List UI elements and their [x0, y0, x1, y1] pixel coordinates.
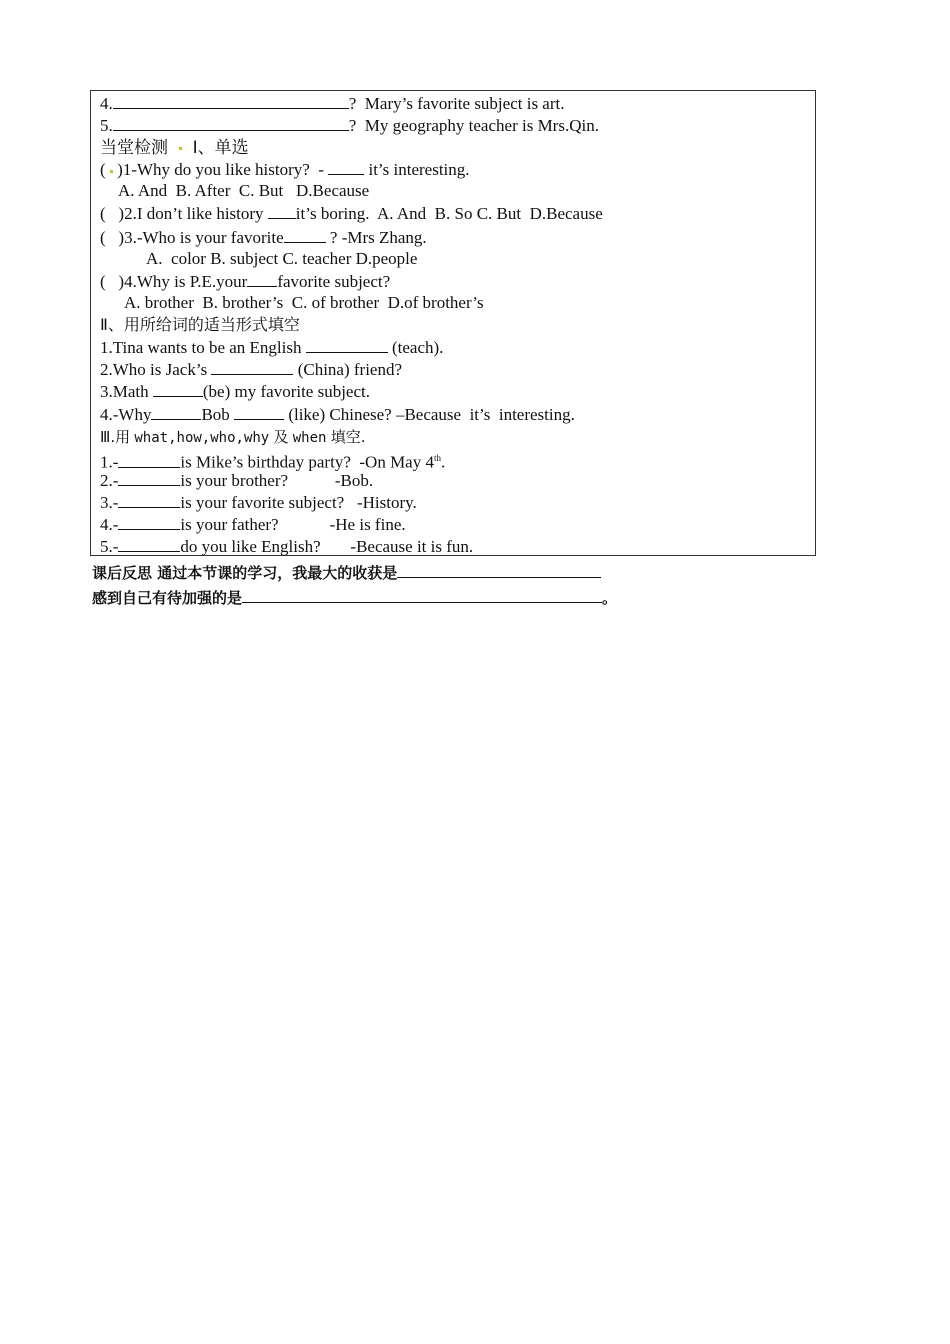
reflection-blank[interactable] [397, 562, 601, 578]
reflection-blank[interactable] [242, 587, 602, 603]
fill-question-4: 4.-Why Bob (like) Chinese? –Because it’s interesting. [100, 405, 575, 424]
fill-question-3: 3.Math (be) my favorite subject. [100, 382, 370, 401]
wh-question-3: 3.- is your favorite subject? -History. [100, 493, 417, 512]
answer-blank[interactable] [247, 271, 277, 287]
fill-question-2: 2.Who is Jack’s (China) friend? [100, 360, 403, 379]
mc-question-1: ( )1-Why do you like history? - it’s interesting. [100, 160, 470, 179]
answer-blank[interactable] [306, 337, 388, 353]
answer-blank[interactable] [153, 381, 203, 397]
section-heading-1: 当堂检测 Ⅰ、单选 [100, 138, 249, 158]
mc-options-1: A. And B. After C. But D.Because [118, 181, 370, 200]
wh-question-1: 1.- is Mike’s birthday party? -On May 4th. [100, 452, 446, 472]
answer-blank[interactable] [328, 159, 364, 175]
mc-options-3: A. color B. subject C. teacher D.people [146, 249, 418, 268]
reflection-line-1: 课后反思 通过本节课的学习，我最大的收获是 [92, 562, 601, 583]
question-row-4: 4. ? Mary’s favorite subject is art. [100, 94, 565, 113]
answer-blank[interactable] [211, 359, 293, 375]
answer-blank[interactable] [113, 115, 349, 131]
answer-blank[interactable] [118, 470, 180, 486]
answer-blank[interactable] [113, 93, 349, 109]
answer-blank[interactable] [284, 227, 326, 243]
marker-dot [110, 170, 113, 173]
section-heading-3: Ⅲ.用 what,how,who,why 及 when 填空. [100, 428, 366, 446]
answer-blank[interactable] [118, 514, 180, 530]
answer-blank[interactable] [268, 203, 296, 219]
wh-question-4: 4.- is your father? -He is fine. [100, 515, 406, 534]
mc-question-4: ( )4.Why is P.E.your favorite subject? [100, 272, 391, 291]
wh-question-5: 5.- do you like English? -Because it is fun. [100, 537, 474, 556]
fill-question-1: 1.Tina wants to be an English (teach). [100, 338, 444, 357]
answer-blank[interactable] [234, 404, 284, 420]
mc-options-4: A. brother B. brother’s C. of brother D.of brother’s [124, 293, 484, 312]
answer-blank[interactable] [151, 404, 201, 420]
mc-question-3: ( )3.-Who is your favorite ? -Mrs Zhang. [100, 228, 427, 247]
reflection-line-2: 感到自己有待加强的是 。 [92, 589, 618, 607]
marker-dot [179, 147, 182, 150]
wh-question-2: 2.- is your brother? -Bob. [100, 471, 374, 490]
mc-question-2: ( )2.I don’t like history it’s boring. A. And B. So C. But D.Because [100, 204, 603, 223]
answer-blank[interactable] [118, 492, 180, 508]
question-row-5: 5. ? My geography teacher is Mrs.Qin. [100, 116, 599, 135]
answer-blank[interactable] [118, 452, 180, 468]
answer-blank[interactable] [118, 536, 180, 552]
section-heading-2: Ⅱ、用所给词的适当形式填空 [100, 315, 300, 334]
